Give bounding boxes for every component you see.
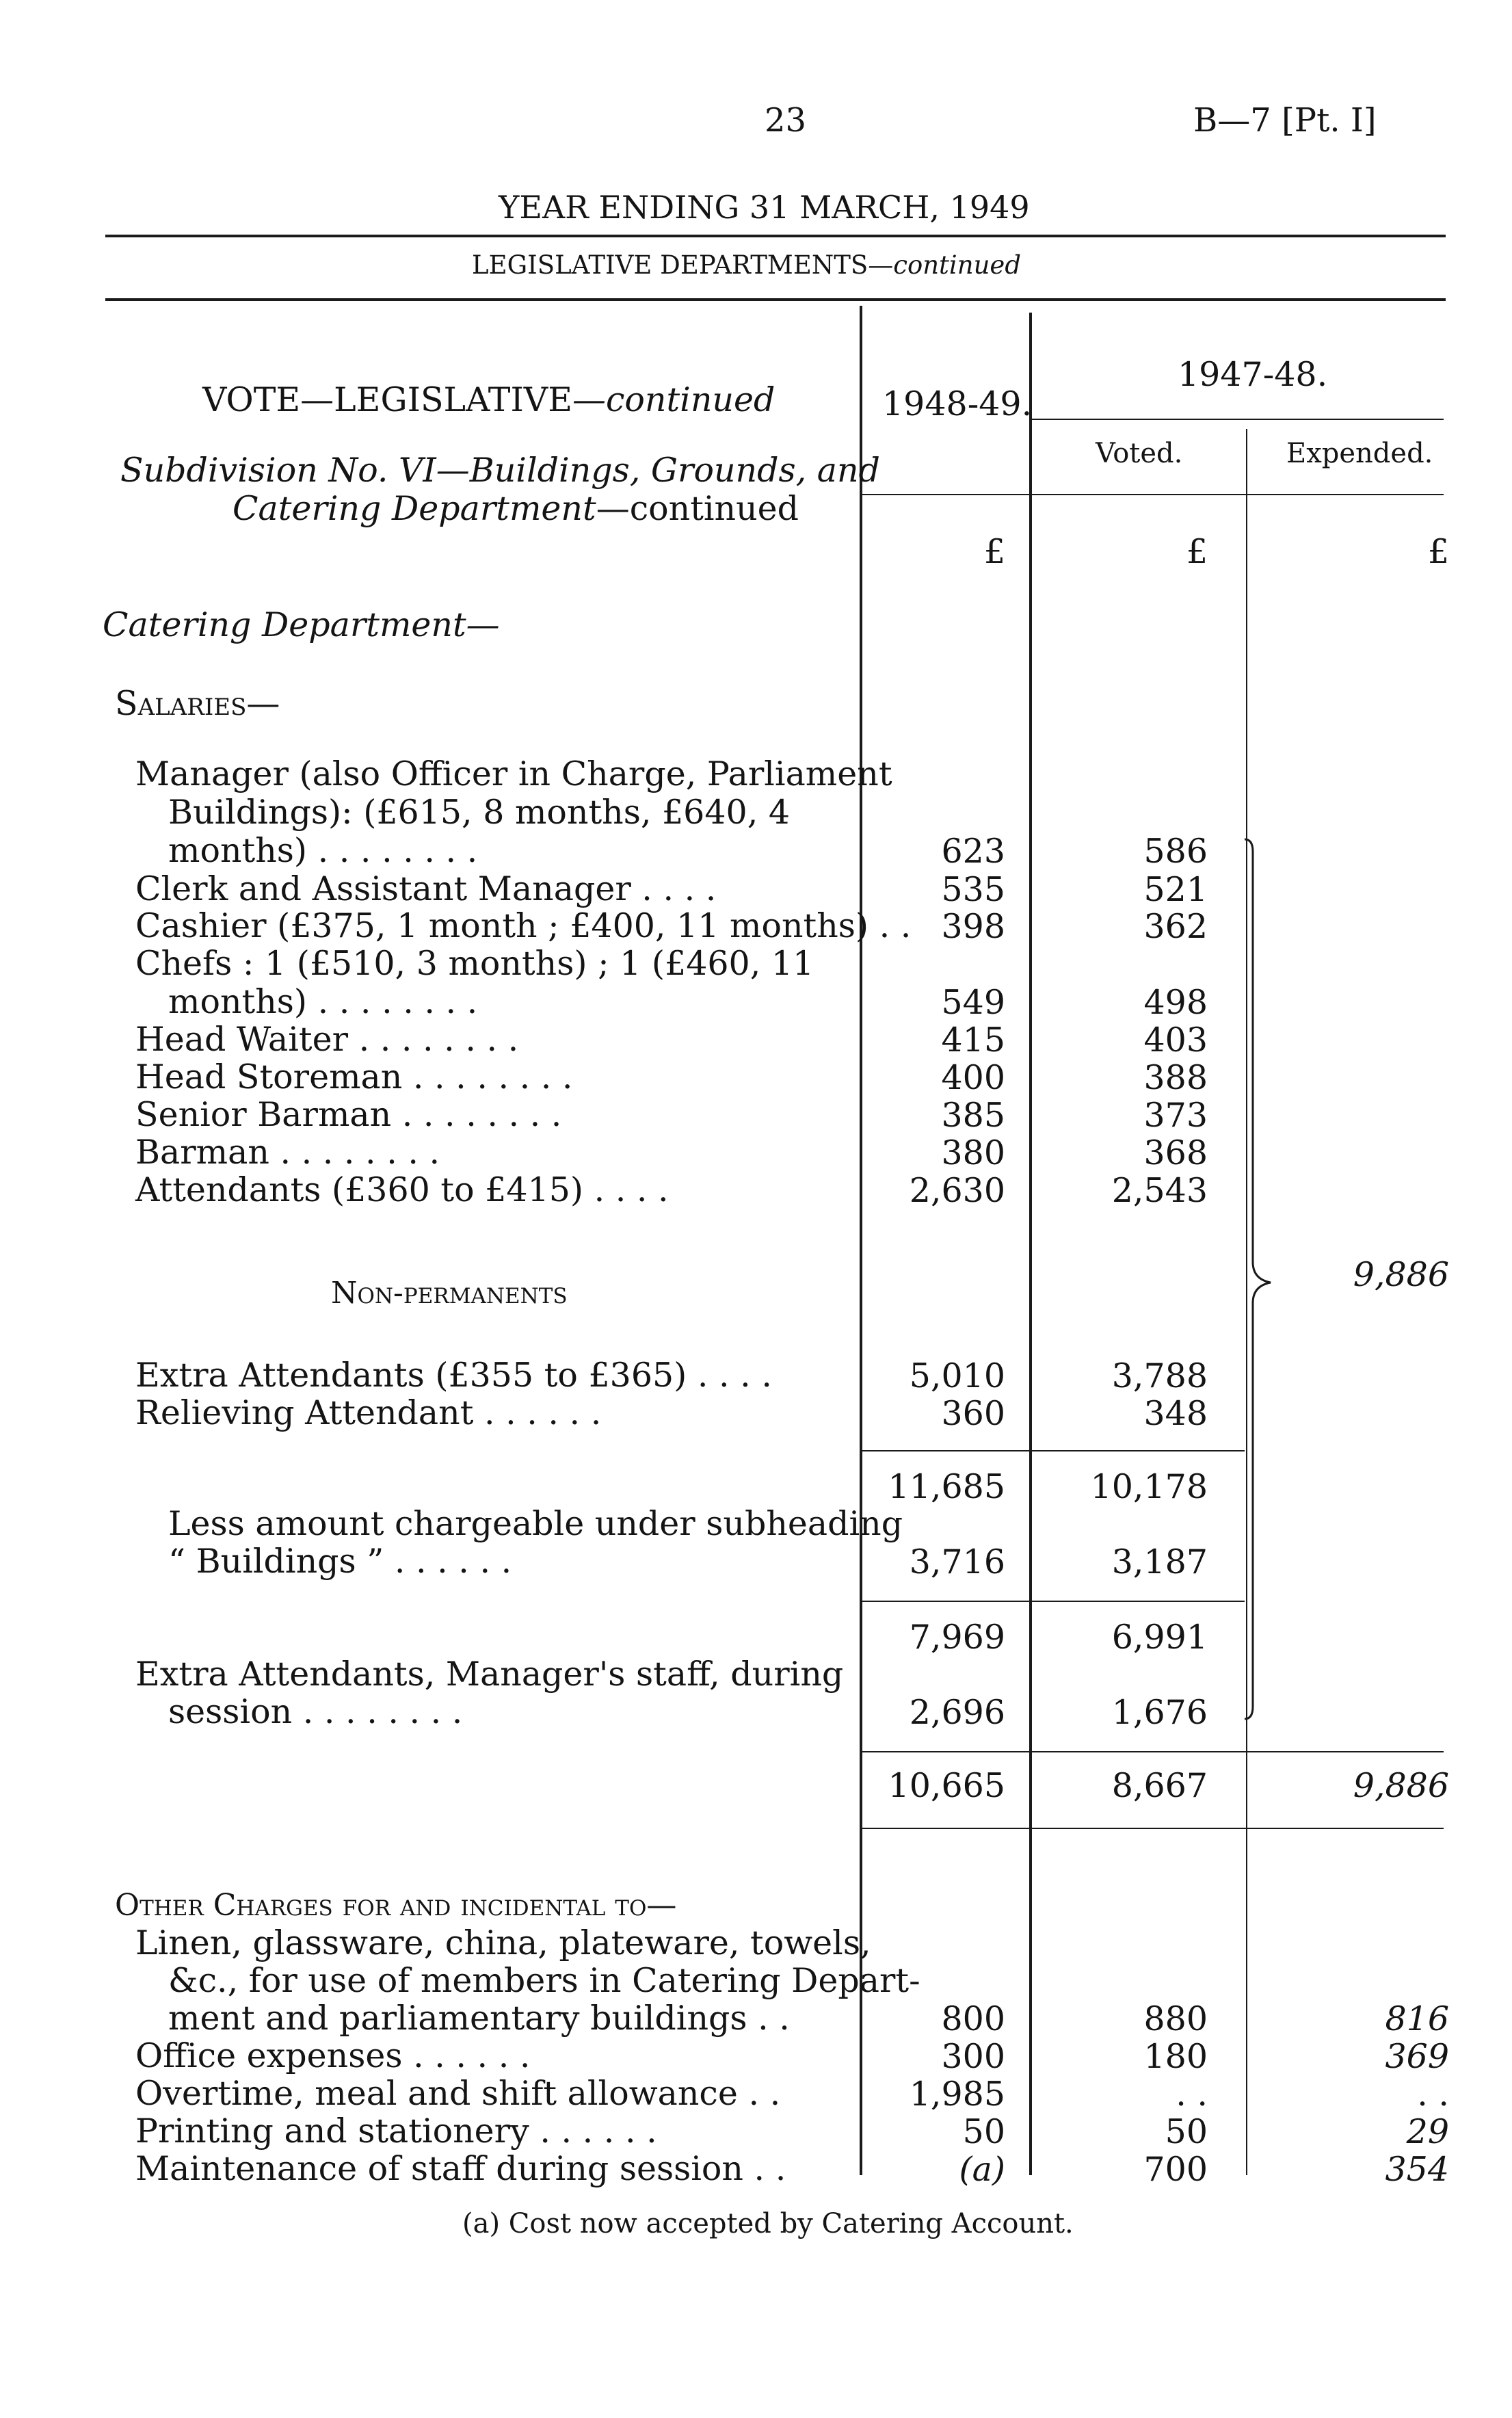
salaries-heading: Salaries— (115, 684, 280, 723)
printing-label: Printing and stationery . . . . . . (135, 2112, 657, 2151)
salary-attendants-voted: 2,543 (1111, 1171, 1208, 1210)
salary-chefs-line-1: Chefs : 1 (£510, 3 months) ; 1 (£460, 11 (135, 944, 814, 983)
printing-1948: 50 (962, 2112, 1005, 2151)
salary-cashier-label: Cashier (£375, 1 month ; £400, 11 months) . . (135, 906, 912, 945)
maintenance-voted: 700 (1143, 2150, 1208, 2189)
office-expenses-1948: 300 (941, 2037, 1005, 2076)
less-chargeable-voted: 3,187 (1111, 1542, 1208, 1581)
total-expended: 9,886 (1353, 1766, 1449, 1805)
linen-expended: 816 (1385, 1999, 1449, 2038)
salary-manager-voted: 586 (1143, 832, 1208, 871)
relieving-attendant-label: Relieving Attendant . . . . . . (135, 1393, 602, 1432)
catering-department-heading: Catering Department— (103, 605, 500, 644)
column-header-1947-48: 1947-48. (1178, 355, 1328, 394)
column-rule-left (860, 306, 862, 2175)
column-header-voted: Voted. (1096, 438, 1183, 469)
subdivision-line-2 (233, 490, 799, 528)
less-chargeable-line-1: Less amount chargeable under subheading (168, 1504, 903, 1543)
extra-session-voted: 1,676 (1111, 1693, 1208, 1732)
salary-head-waiter-voted: 403 (1143, 1021, 1208, 1060)
department-title (472, 250, 1021, 280)
voted-expended-header-rule (1031, 419, 1444, 420)
year-title: YEAR ENDING 31 MARCH, 1949 (499, 189, 1030, 226)
vote-title-suffix: —continued (572, 380, 775, 419)
document-reference: B—7 [Pt. I] (1193, 101, 1377, 140)
maintenance-expended: 354 (1385, 2150, 1449, 2189)
column-header-rule (861, 494, 1444, 495)
salary-manager-line-3: months) . . . . . . . . (168, 831, 478, 870)
subtotal-1-voted: 10,178 (1090, 1467, 1208, 1506)
currency-1948: £ (983, 532, 1005, 571)
total-rule-bottom (862, 1828, 1444, 1829)
extra-session-line-1: Extra Attendants, Manager's staff, during (135, 1655, 844, 1694)
salary-attendants-1948: 2,630 (909, 1171, 1005, 1210)
linen-line-1: Linen, glassware, china, plateware, towels, (135, 1923, 871, 1962)
total-1948: 10,665 (888, 1766, 1005, 1805)
salary-head-waiter-1948: 415 (941, 1021, 1005, 1060)
subtotal-2-rule (862, 1601, 1245, 1602)
header-rule-bottom (105, 298, 1446, 301)
maintenance-label: Maintenance of staff during session . . (135, 2149, 786, 2188)
subdivision-line-1: Subdivision No. VI—Buildings, Grounds, and (120, 451, 880, 490)
total-rule-top (862, 1751, 1444, 1752)
salary-attendants-label: Attendants (£360 to £415) . . . . (135, 1170, 669, 1209)
header-rule-top (105, 235, 1446, 237)
office-expenses-label: Office expenses . . . . . . (135, 2036, 531, 2075)
column-header-1948-49: 1948-49. (882, 384, 1033, 423)
salary-chefs-voted: 498 (1143, 983, 1208, 1022)
page-number: 23 (765, 101, 807, 140)
department-title-suffix: —continued (868, 250, 1022, 280)
salary-clerk-1948: 535 (941, 870, 1005, 909)
less-chargeable-1948: 3,716 (909, 1542, 1005, 1581)
salary-senior-barman-label: Senior Barman . . . . . . . . (135, 1095, 562, 1134)
salary-head-storeman-1948: 400 (941, 1058, 1005, 1097)
salary-manager-line-2: Buildings): (£615, 8 months, £640, 4 (168, 793, 791, 832)
extra-session-line-2: session . . . . . . . . (168, 1692, 463, 1731)
printing-expended: 29 (1406, 2112, 1449, 2151)
linen-line-3: ment and parliamentary buildings . . (168, 1999, 790, 2038)
maintenance-1948: (a) (959, 2150, 1005, 2189)
vote-title (202, 381, 775, 419)
bracket-expended-total: 9,886 (1353, 1255, 1449, 1294)
total-voted: 8,667 (1111, 1766, 1208, 1805)
overtime-1948: 1,985 (909, 2075, 1005, 2114)
salary-cashier-1948: 398 (941, 907, 1005, 946)
overtime-expended: . . (1417, 2075, 1449, 2114)
expended-brace (1243, 838, 1284, 1720)
linen-line-2: &c., for use of members in Catering Depart- (168, 1961, 920, 2000)
salary-clerk-label: Clerk and Assistant Manager . . . . (135, 869, 717, 908)
salary-senior-barman-1948: 385 (941, 1096, 1005, 1135)
department-title-text: LEGISLATIVE DEPARTMENTS (472, 250, 868, 280)
salary-head-storeman-label: Head Storeman . . . . . . . . (135, 1057, 573, 1096)
overtime-label: Overtime, meal and shift allowance . . (135, 2074, 781, 2113)
salary-barman-label: Barman . . . . . . . . (135, 1133, 440, 1172)
currency-voted: £ (1186, 532, 1208, 571)
linen-1948: 800 (941, 1999, 1005, 2038)
salary-manager-line-1: Manager (also Officer in Charge, Parliament (135, 754, 892, 793)
subtotal-2-1948: 7,969 (909, 1618, 1005, 1657)
column-header-expended: Expended. (1286, 438, 1433, 469)
subtotal-1-1948: 11,685 (888, 1467, 1005, 1506)
salary-clerk-voted: 521 (1143, 870, 1208, 909)
extra-session-1948: 2,696 (909, 1693, 1005, 1732)
other-charges-heading: Other Charges for and incidental to— (115, 1888, 677, 1923)
subdivision-line-2-suffix: —continued (596, 489, 799, 528)
relieving-attendant-1948: 360 (941, 1394, 1005, 1433)
column-rule-middle (1029, 313, 1032, 2175)
non-permanents-heading: Non-permanents (331, 1276, 568, 1311)
footnote: (a) Cost now accepted by Catering Account. (462, 2208, 1074, 2239)
office-expenses-voted: 180 (1143, 2037, 1208, 2076)
salary-barman-voted: 368 (1143, 1133, 1208, 1172)
vote-title-text: VOTE—LEGISLATIVE (202, 380, 572, 419)
salary-manager-1948: 623 (941, 832, 1005, 871)
currency-expended: £ (1427, 532, 1449, 571)
salary-barman-1948: 380 (941, 1133, 1005, 1172)
salary-head-storeman-voted: 388 (1143, 1058, 1208, 1097)
printing-voted: 50 (1165, 2112, 1208, 2151)
subtotal-1-rule (862, 1450, 1245, 1451)
salary-cashier-voted: 362 (1143, 907, 1208, 946)
extra-attendants-1948: 5,010 (909, 1356, 1005, 1395)
relieving-attendant-voted: 348 (1143, 1394, 1208, 1433)
linen-voted: 880 (1143, 1999, 1208, 2038)
extra-attendants-voted: 3,788 (1111, 1356, 1208, 1395)
subtotal-2-voted: 6,991 (1111, 1618, 1208, 1657)
less-chargeable-line-2: “ Buildings ” . . . . . . (168, 1542, 512, 1581)
subdivision-line-2-text: Catering Department (233, 489, 596, 528)
extra-attendants-label: Extra Attendants (£355 to £365) . . . . (135, 1356, 772, 1395)
salary-senior-barman-voted: 373 (1143, 1096, 1208, 1135)
salary-chefs-line-2: months) . . . . . . . . (168, 982, 478, 1021)
salary-chefs-1948: 549 (941, 983, 1005, 1022)
salary-head-waiter-label: Head Waiter . . . . . . . . (135, 1020, 519, 1059)
overtime-voted: . . (1176, 2075, 1208, 2114)
office-expenses-expended: 369 (1385, 2037, 1449, 2076)
